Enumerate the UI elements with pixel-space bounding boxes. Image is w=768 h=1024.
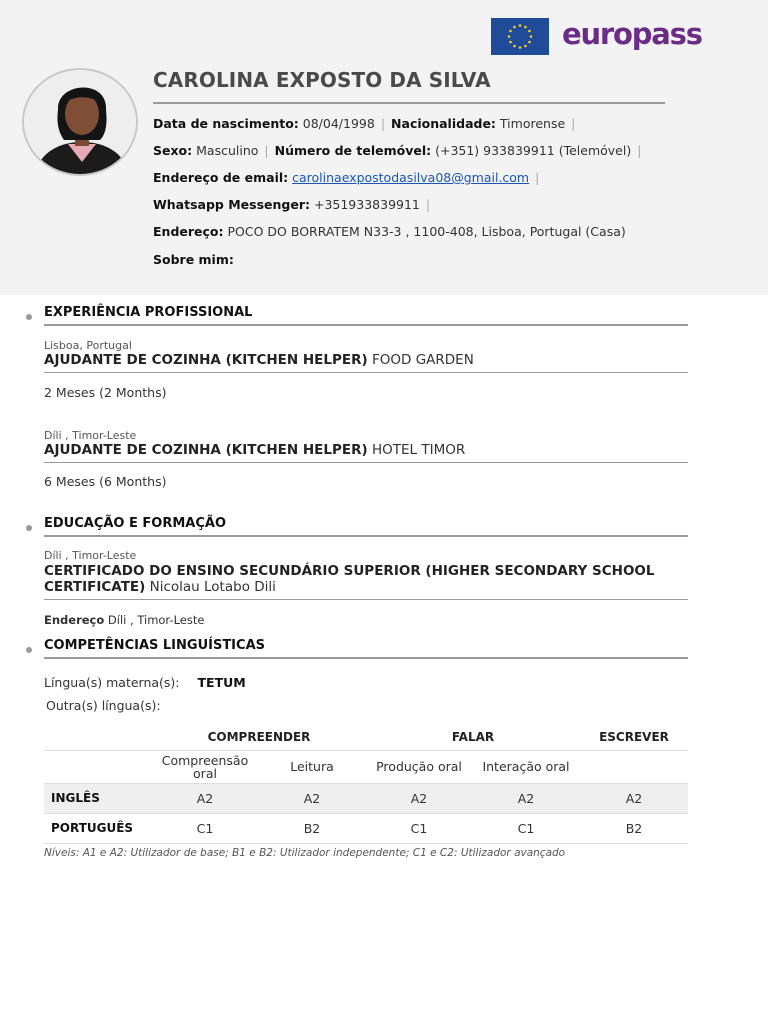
mother-tongue-label: Língua(s) materna(s): <box>44 675 180 690</box>
table-row <box>44 813 688 843</box>
level-production: C1 <box>366 813 472 843</box>
mother-tongue-line <box>44 675 246 690</box>
birth-value: 08/04/1998 <box>302 116 375 131</box>
table-subheader-row <box>44 750 688 783</box>
education-address <box>44 613 204 627</box>
sex-value: Masculino <box>196 143 259 158</box>
section-title-education: EDUCAÇÃO E FORMAÇÃO <box>44 516 227 531</box>
subheader-reading: Leitura <box>258 750 366 783</box>
section-divider <box>44 324 688 326</box>
other-languages-label: Outra(s) língua(s): <box>46 698 161 713</box>
header-speak: FALAR <box>366 724 580 750</box>
levels-note: Níveis: A1 e A2: Utilizador de base; B1 e B2: Utilizador independente; C1 e C2: Utilizador avançado <box>44 847 566 859</box>
birth-nationality-line <box>153 116 581 131</box>
education-address-label: Endereço <box>44 613 105 627</box>
header-write: ESCREVER <box>580 724 688 750</box>
sex-label: Sexo: <box>153 143 193 158</box>
section-divider <box>44 657 688 659</box>
person-name: CAROLINA EXPOSTO DA SILVA <box>153 68 491 92</box>
separator: | <box>380 116 386 131</box>
level-reading: B2 <box>258 813 366 843</box>
eu-flag-icon <box>491 18 549 55</box>
address-value: POCO DO BORRATEM N33-3 , 1100-408, Lisboa, Portugal (Casa) <box>227 224 626 239</box>
whatsapp-line <box>153 197 436 212</box>
mother-tongue-value: TETUM <box>197 675 246 690</box>
education-qualification: CERTIFICADO DO ENSINO SECUNDÁRIO SUPERIOR (HIGHER SECONDARY SCHOOL CERTIFICATE) <box>44 563 655 595</box>
europass-logo: europass <box>562 17 702 51</box>
section-bullet <box>26 314 32 320</box>
birth-label: Data de nascimento: <box>153 116 299 131</box>
separator: | <box>425 197 431 212</box>
level-production: A2 <box>366 783 472 813</box>
education-title <box>44 563 664 595</box>
section-bullet <box>26 525 32 531</box>
level-interaction: C1 <box>472 813 580 843</box>
language-skills-table <box>44 724 688 844</box>
nationality-value: Timorense <box>499 116 566 131</box>
section-bullet <box>26 647 32 653</box>
table-header-row <box>44 724 688 750</box>
header-understand: COMPREENDER <box>152 724 366 750</box>
separator: | <box>637 143 642 158</box>
job-location: Lisboa, Portugal <box>44 339 132 352</box>
separator: | <box>571 116 576 131</box>
language-name: PORTUGUÊS <box>44 813 152 843</box>
section-divider <box>44 535 688 537</box>
address-line <box>153 224 626 239</box>
level-listening: A2 <box>152 783 258 813</box>
subheader-interaction: Interação oral <box>472 750 580 783</box>
whatsapp-value: +351933839911 <box>313 197 420 212</box>
job-title <box>44 352 474 368</box>
job-duration: 2 Meses (2 Months) <box>44 385 167 400</box>
education-location: Díli , Timor-Leste <box>44 549 137 562</box>
avatar <box>22 68 138 176</box>
separator: | <box>535 170 540 185</box>
section-title-languages: COMPETÊNCIAS LINGUÍSTICAS <box>44 638 265 653</box>
separator: | <box>264 143 269 158</box>
language-name: INGLÊS <box>44 783 152 813</box>
about-label: Sobre mim: <box>153 252 234 267</box>
job-employer: HOTEL TIMOR <box>371 442 466 458</box>
job-divider <box>44 462 688 463</box>
address-label: Endereço: <box>153 224 224 239</box>
empty-header-cell <box>44 724 152 750</box>
job-location: Díli , Timor-Leste <box>44 429 137 442</box>
whatsapp-label: Whatsapp Messenger: <box>153 197 310 212</box>
section-title-experience: EXPERIÊNCIA PROFISSIONAL <box>44 305 253 320</box>
job-title <box>44 442 465 458</box>
education-institution: Nicolau Lotabo Dili <box>149 579 276 595</box>
job-role: AJUDANTE DE COZINHA (KITCHEN HELPER) <box>44 352 368 368</box>
job-duration: 6 Meses (6 Months) <box>44 474 167 489</box>
about-line <box>153 252 234 267</box>
sex-phone-line <box>153 143 647 158</box>
phone-value: (+351) 933839911 (Telemóvel) <box>435 143 632 158</box>
education-address-value: Díli , Timor-Leste <box>107 613 205 627</box>
phone-label: Número de telemóvel: <box>274 143 432 158</box>
level-interaction: A2 <box>472 783 580 813</box>
level-listening: C1 <box>152 813 258 843</box>
table-row <box>44 783 688 813</box>
job-employer: FOOD GARDEN <box>371 352 474 368</box>
level-writing: A2 <box>580 783 688 813</box>
job-divider <box>44 372 688 373</box>
subheader-production: Produção oral <box>366 750 472 783</box>
subheader-listening: Compreensão oral <box>152 750 258 783</box>
email-line <box>153 170 545 185</box>
name-divider <box>153 102 665 104</box>
email-link[interactable]: carolinaexpostodasilva08@gmail.com <box>292 170 530 185</box>
level-reading: A2 <box>258 783 366 813</box>
nationality-label: Nacionalidade: <box>391 116 496 131</box>
empty-subheader-cell <box>44 750 152 783</box>
job-role: AJUDANTE DE COZINHA (KITCHEN HELPER) <box>44 442 368 458</box>
email-label: Endereço de email: <box>153 170 289 185</box>
empty-subheader-cell <box>580 750 688 783</box>
education-divider <box>44 599 688 600</box>
level-writing: B2 <box>580 813 688 843</box>
